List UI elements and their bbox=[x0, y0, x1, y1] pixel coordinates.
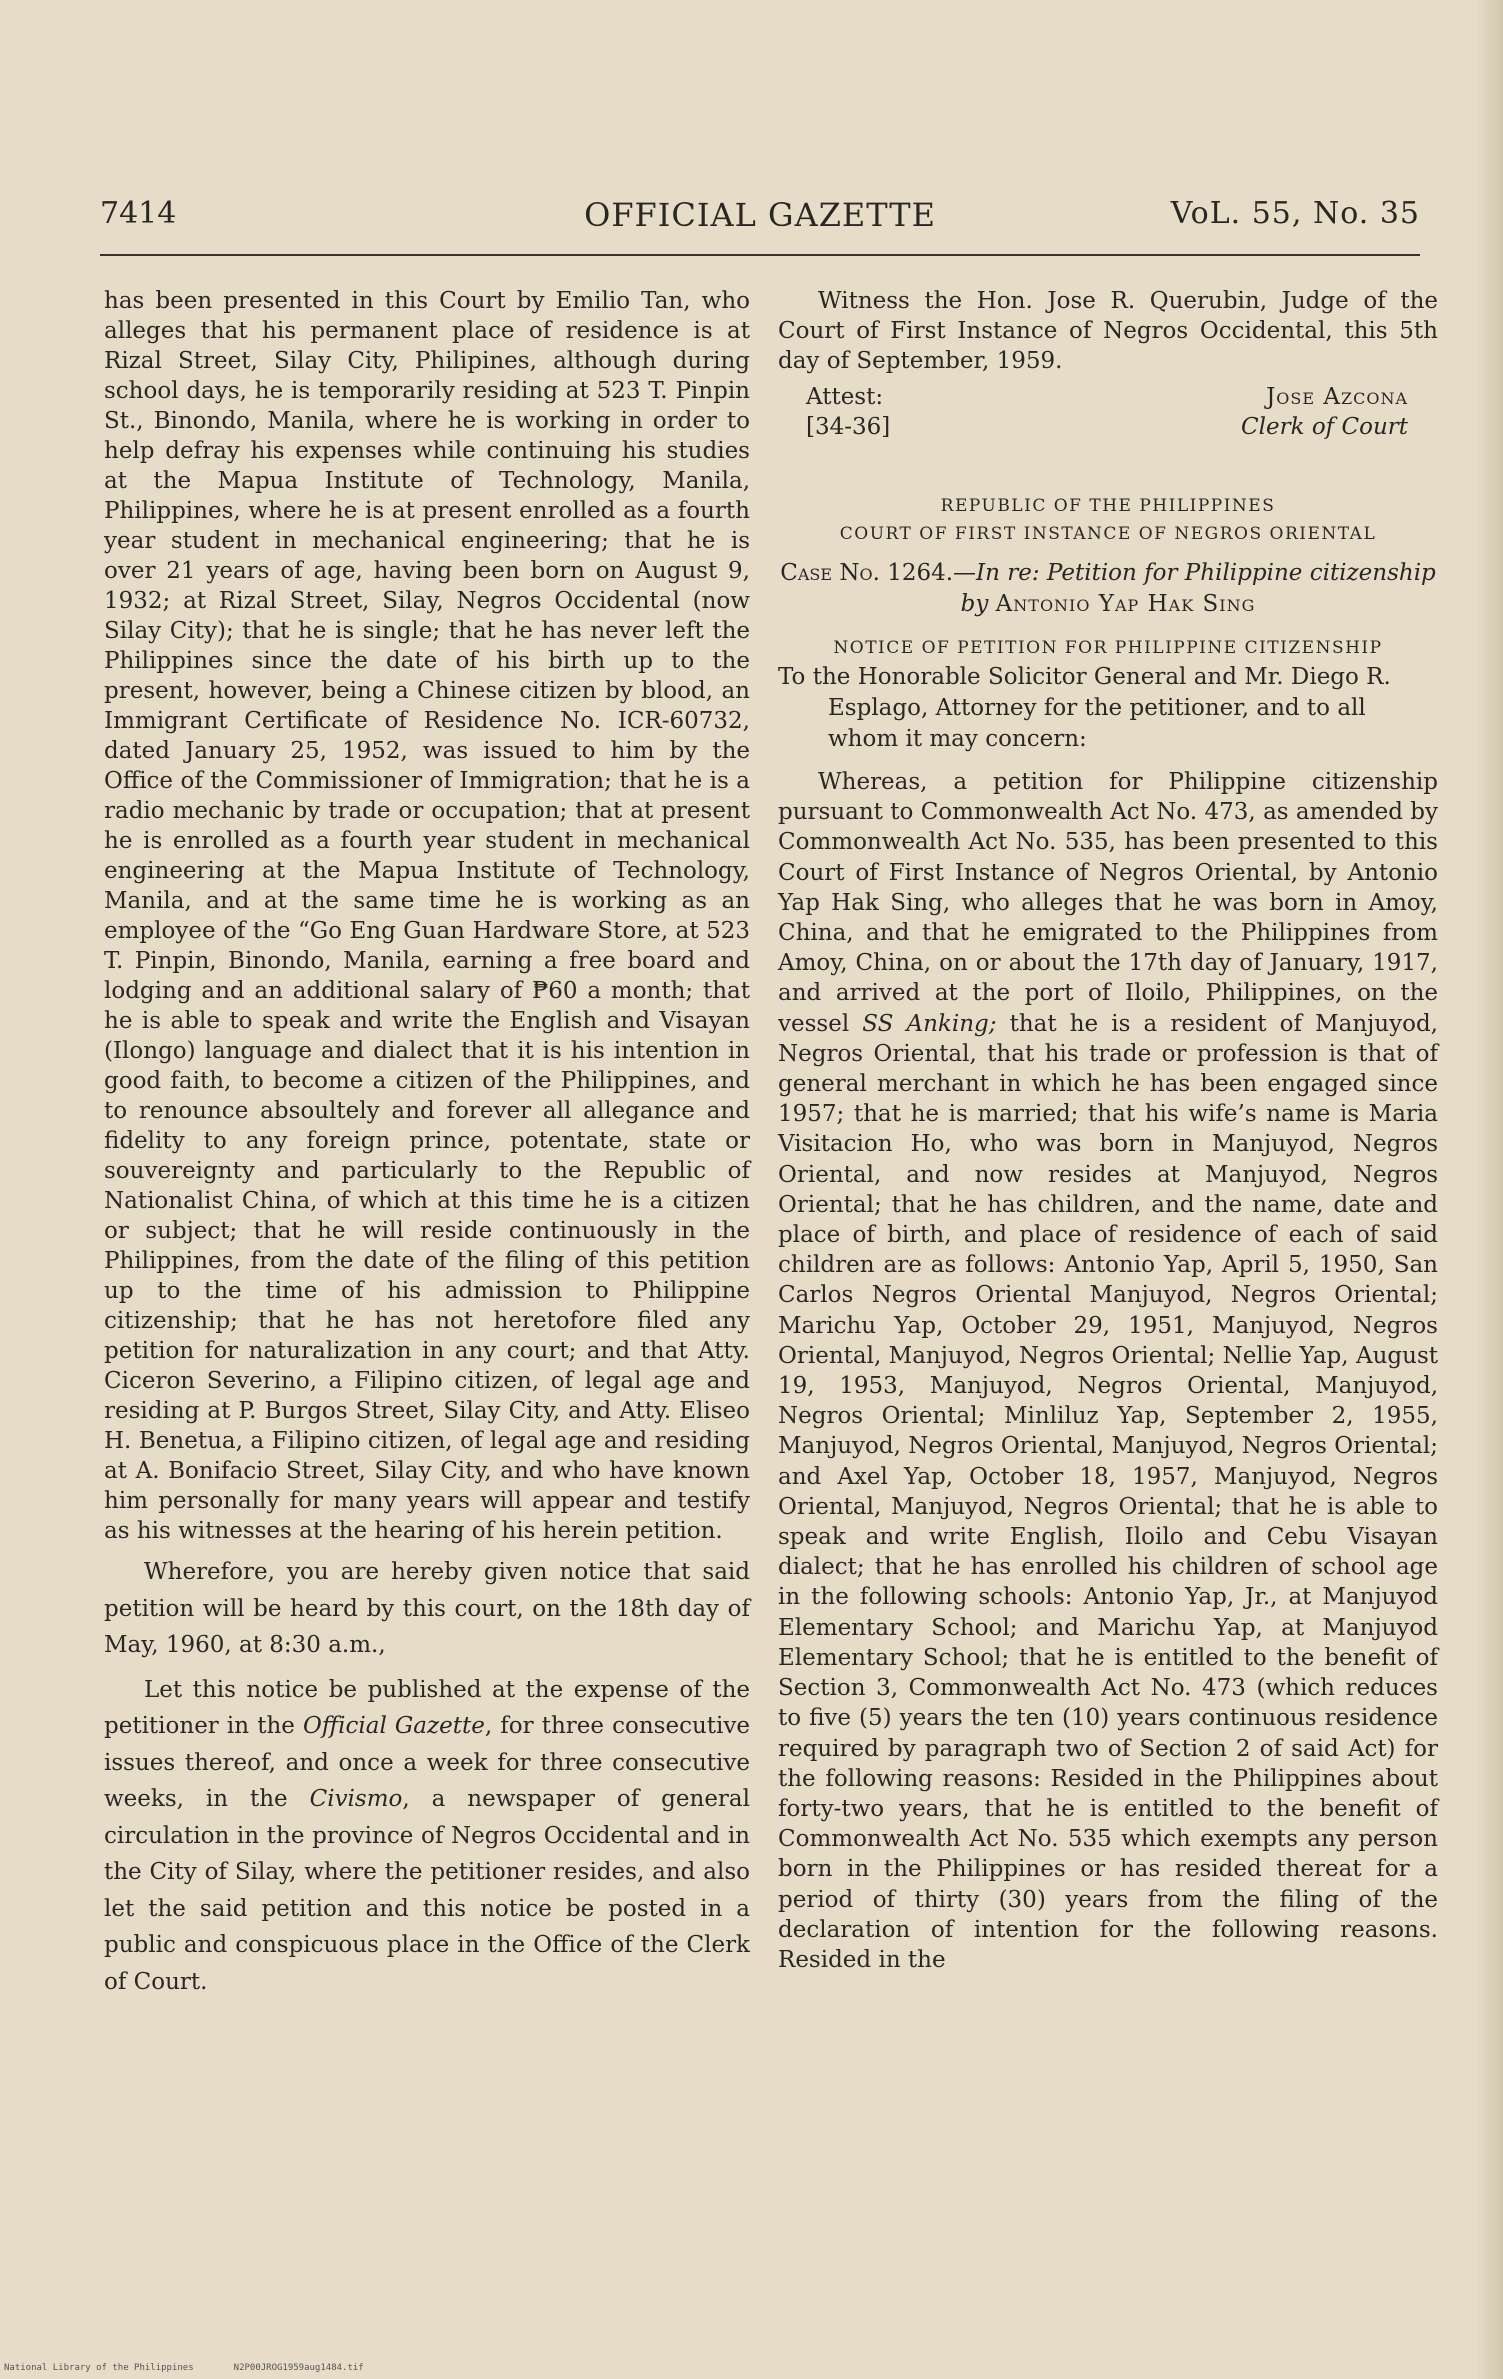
left-paragraph-2: Wherefore, you are hereby given notice that said petition will be heard by this court, on the 18th day of May, 1960, at 8:30 a.m., bbox=[104, 1559, 750, 1658]
page-number: 7414 bbox=[100, 196, 177, 231]
publication-order-end: , a newspaper of general circulation in the province of Negros Occidental and in the City of Silay, where the petitioner resides, and also let the said petition and this notice be posted in a public and conspicuous place in the Office of the Clerk of Court. bbox=[104, 1786, 750, 1995]
witness-paragraph: Witness the Hon. Jose R. Querubin, Judge of the Court of First Instance of Negros Occidental, this 5th day of September, 1959. bbox=[778, 288, 1438, 374]
case-number: Case No. 1264. bbox=[780, 560, 954, 586]
left-paragraph-1: has been presented in this Court by Emilio Tan, who alleges that his permanent place of residence is at Rizal Street, Silay City, Philipines, although during school days, he is temporarily residing at 523 T. Pinpin St., Binondo, Manila, where he is working in order to help defray his expenses while continuing his studies at the Mapua Institute of Technology, Manila, Philippines, where he is at present enrolled as a fourth year student in mechanical engineering; that he is over 21 years of age, having been born on August 9, 1932; at Rizal Street, Silay, Negros Occidental (now Silay City); that he is single; that he has never left the Philippines since the date of his birth up to the present, however, being a Chinese citizen by blood, an Immigrant Certificate of Residence No. ICR-60732, dated January 25, 1952, was issued to him by the Office of the Commissioner of Immigration; that he is a radio mechanic by trade or occupation; that at present he is enrolled as a fourth year student in mechanical engineering at the Mapua Institute of Technology, Manila, and at the same time he is working as an employee of the “Go Eng Guan Hardware Store, at 523 T. Pinpin, Binondo, Manila, earning a free board and lodging and an additional salary of ₱60 a month; that he is able to speak and write the English and Visayan (Ilongo) language and dialect that it is his intention in good faith, to become a citizen of the Philippines, and to renounce absoultely and forever all allegance and fidelity to any foreign prince, potentate, state or souvereignty and particularly to the Republic of Nationalist China, of which at this time he is a citizen or subject; that he will reside continuously in the Philippines, from the date of the filing of this petition up to the time of his admission to Philippine citizenship; that he has not heretofore filed any petition for naturalization in any court; and that Atty. Ciceron Severino, a Filipino citizen, of legal age and residing at P. Burgos Street, Silay City, and Atty. Eliseo H. Benetua, a Filipino citizen, of legal age and residing at A. Bonifacio Street, Silay City, and who have known him personally for many years will appear and testify as his witnesses at the hearing of his herein petition. bbox=[104, 288, 750, 1544]
header-rule bbox=[100, 254, 1420, 256]
petitioner-name: Antonio Yap Hak Sing bbox=[995, 591, 1256, 617]
notice-body bbox=[778, 767, 1438, 1975]
notice-body-text-cont: that he is a resident of Manjuyod, Negros Oriental, that his trade or profession is that of general merchant in which he has been engaged since 1957; that he is married; that his wife’s name is Maria Visitacion Ho, who was born in Manjuyod, Negros Oriental, and now resides at Manjuyod, Negros Oriental; that he has children, and the name, date and place of birth, and place of residence of each of said children are as follows: Antonio Yap, April 5, 1950, San Carlos Negros Oriental Manjuyod, Negros Oriental; Marichu Yap, October 29, 1951, Manjuyod, Negros Oriental, Manjuyod, Negros Oriental; Nellie Yap, August 19, 1953, Manjuyod, Negros Oriental, Manjuyod, Negros Oriental; Minliluz Yap, September 2, 1955, Manjuyod, Negros Oriental, Manjuyod, Negros Oriental; and Axel Yap, October 18, 1957, Manjuyod, Negros Oriental, Manjuyod, Negros Oriental; that he is able to speak and write English, Iloilo and Cebu Visayan dialect; that he has enrolled his children of school age in the following schools: Antonio Yap, Jr., at Manjuyod Elementary School; and Marichu Yap, at Manjuyod Elementary School; that he is entitled to the benefit of Section 3, Commonwealth Act No. 473 (which reduces to five (5) years the ten (10) years continuous residence required by paragraph two of Section 2 of said Act) for the following reasons: Resided in the Philippines about forty-two years, that he is entitled to the benefit of Commonwealth Act No. 535 which exempts any person born in the Philippines or has resided thereat for a period of thirty (30) years from the filing of the declaration of intention for the following reasons. Resided in the bbox=[778, 1010, 1438, 1973]
attest-label: Attest: bbox=[806, 384, 884, 410]
signatory-name: Jose Azcona bbox=[1266, 384, 1408, 410]
publication-title: OFFICIAL GAZETTE bbox=[584, 196, 936, 234]
case-dash: — bbox=[953, 560, 977, 586]
notice-heading: NOTICE OF PETITION FOR PHILIPPINE CITIZENSHIP bbox=[833, 638, 1383, 658]
newspaper-name: Civismo bbox=[309, 1786, 403, 1812]
issue-reference: [34-36] bbox=[806, 414, 891, 440]
scan-filename: N2P00JROG1959aug1484.tif bbox=[233, 2363, 364, 2373]
library-credit: National Library of the Philippines bbox=[4, 2363, 194, 2373]
vessel-name: SS Anking; bbox=[862, 1010, 997, 1037]
case-heading bbox=[778, 558, 1438, 620]
signatory-title: Clerk of Court bbox=[1241, 414, 1408, 440]
left-column bbox=[104, 286, 750, 2000]
left-paragraph-3 bbox=[104, 1672, 750, 2001]
attest-block bbox=[778, 382, 1438, 444]
case-title: In re: Petition for Philippine citizenship by bbox=[960, 560, 1436, 617]
scan-footer bbox=[4, 2363, 404, 2373]
notice-body-text: Whereas, a petition for Philippine citizenship pursuant to Commonwealth Act No. 473, as amended by Commonwealth Act No. 535, has been presented to this Court of First Instance of Negros Oriental, by Antonio Yap Hak Sing, who alleges that he was born in Amoy, China, and that he emigrated to the Philippines from Amoy, China, on or about the 17th day of January, 1917, and arrived at the port of Iloilo, Philippines, on the vessel bbox=[778, 769, 1438, 1037]
right-column bbox=[778, 286, 1438, 1975]
notice-address: To the Honorable Solicitor General and Mr. Diego R. Esplago, Attorney for the petitioner, and to all whom it may concern: bbox=[778, 664, 1391, 752]
publication-order-text: Let this notice be published at the expense of the petitioner in the bbox=[104, 1676, 750, 1739]
page-edge-shadow bbox=[1475, 0, 1503, 2379]
page-header bbox=[100, 196, 1420, 246]
volume-number: VoL. 55, No. 35 bbox=[1170, 196, 1420, 231]
republic-heading: REPUBLIC OF THE PHILIPPINES bbox=[940, 496, 1276, 516]
court-heading: COURT OF FIRST INSTANCE OF NEGROS ORIENTAL bbox=[839, 524, 1377, 544]
gazette-name: Official Gazette bbox=[302, 1713, 485, 1739]
publication-order-middle: , for three consecutive issues thereof, and once a week for three consecutive weeks, in the bbox=[104, 1713, 750, 1812]
